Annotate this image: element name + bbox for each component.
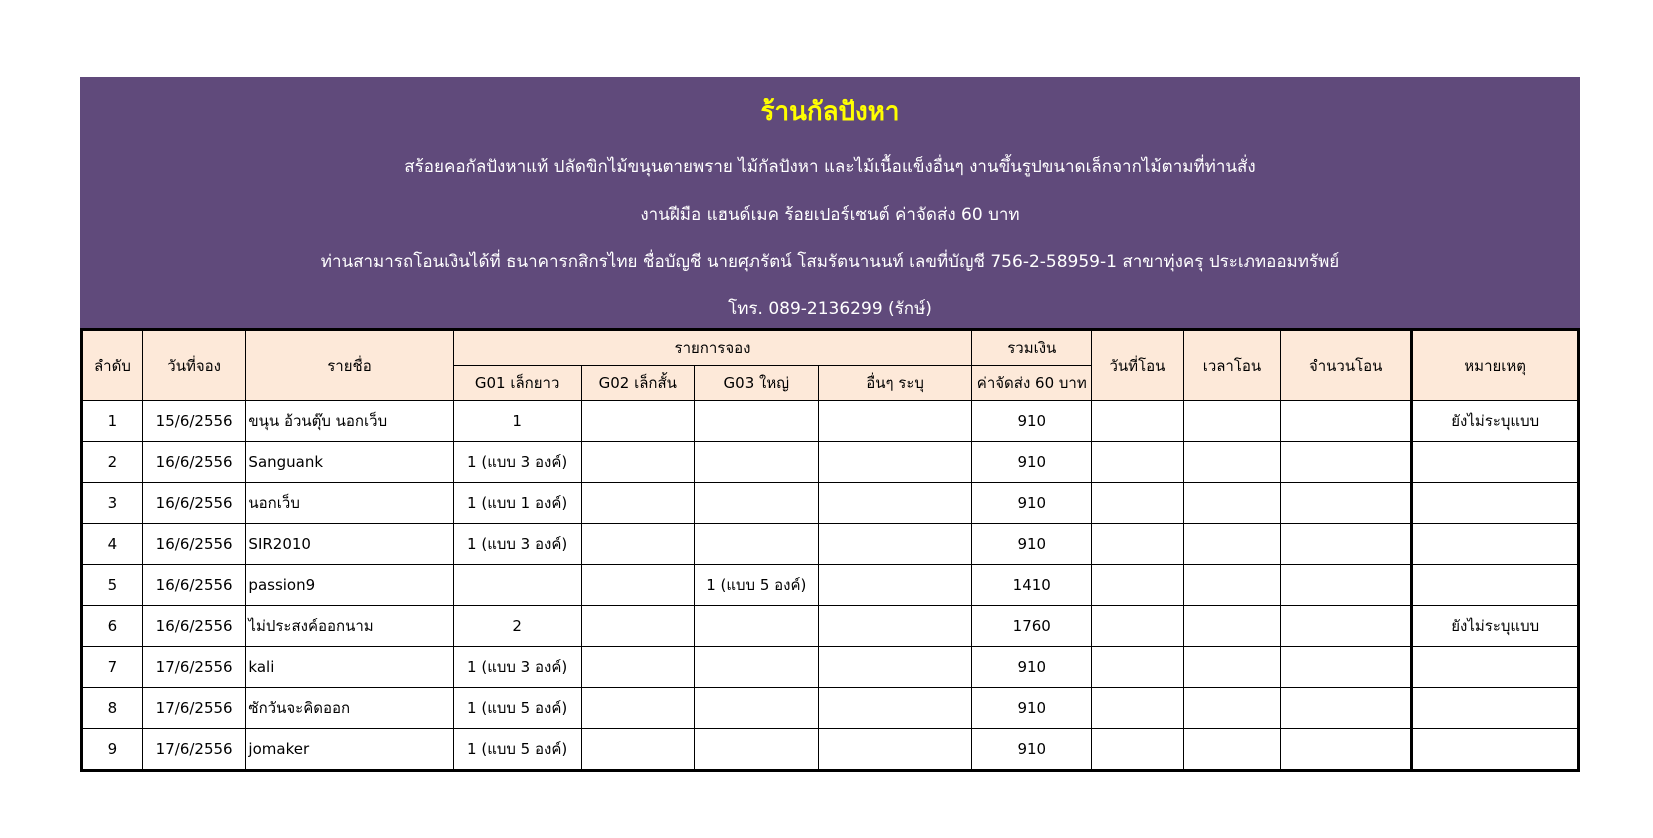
- header-g02: G02 เล็กสั้น: [581, 366, 694, 401]
- table-row: [82, 606, 1579, 647]
- cell-g02: [581, 688, 694, 729]
- cell-transfer-time: [1183, 647, 1280, 688]
- header-no: ลำดับ: [82, 330, 143, 401]
- cell-transfer-time: [1183, 729, 1280, 771]
- cell-no: 7: [82, 647, 143, 688]
- cell-note: [1412, 483, 1579, 524]
- cell-no: 1: [82, 401, 143, 442]
- cell-g01: 1: [453, 401, 581, 442]
- table-header: [82, 330, 1579, 401]
- cell-transfer-date: [1092, 401, 1184, 442]
- cell-total: 910: [972, 688, 1092, 729]
- header-transfer-amount: จำนวนโอน: [1281, 330, 1412, 401]
- cell-date: 15/6/2556: [142, 401, 246, 442]
- cell-transfer-amount: [1281, 729, 1412, 771]
- table-row: [82, 401, 1579, 442]
- cell-total: 910: [972, 524, 1092, 565]
- cell-transfer-amount: [1281, 606, 1412, 647]
- cell-transfer-date: [1092, 688, 1184, 729]
- cell-g01: [453, 565, 581, 606]
- cell-transfer-date: [1092, 524, 1184, 565]
- header-name: รายชื่อ: [246, 330, 453, 401]
- cell-other: [818, 688, 972, 729]
- cell-name: นอกเว็บ: [246, 483, 453, 524]
- cell-note: [1412, 524, 1579, 565]
- cell-other: [818, 524, 972, 565]
- cell-g02: [581, 483, 694, 524]
- header-total: รวมเงิน: [972, 330, 1092, 366]
- cell-note: [1412, 729, 1579, 771]
- cell-g01: 1 (แบบ 1 องค์): [453, 483, 581, 524]
- cell-date: 17/6/2556: [142, 729, 246, 771]
- header-booking-items: รายการจอง: [453, 330, 972, 366]
- cell-transfer-time: [1183, 401, 1280, 442]
- cell-name: ไม่ประสงค์ออกนาม: [246, 606, 453, 647]
- cell-transfer-date: [1092, 647, 1184, 688]
- bank-transfer-info: ท่านสามารถโอนเงินได้ที่ ธนาคารกสิกรไทย ชื่อบัญชี นายศุภรัตน์ โสมรัตนานนท์ เลขที่บัญชี 756-2-58959-1 สาขาทุ่งครุ ประเภทออมทรัพย์: [320, 252, 1340, 272]
- cell-g01: 1 (แบบ 5 องค์): [453, 729, 581, 771]
- cell-transfer-time: [1183, 483, 1280, 524]
- cell-no: 4: [82, 524, 143, 565]
- table-row: [82, 483, 1579, 524]
- cell-g03: [694, 729, 818, 771]
- cell-g02: [581, 565, 694, 606]
- cell-no: 2: [82, 442, 143, 483]
- cell-g03: [694, 647, 818, 688]
- cell-no: 3: [82, 483, 143, 524]
- cell-name: ซักวันจะคิดออก: [246, 688, 453, 729]
- table-row: [82, 647, 1579, 688]
- cell-transfer-amount: [1281, 565, 1412, 606]
- cell-g01: 1 (แบบ 3 องค์): [453, 647, 581, 688]
- header-transfer-date: วันที่โอน: [1092, 330, 1184, 401]
- header-booking-date: วันที่จอง: [142, 330, 246, 401]
- cell-g01: 1 (แบบ 3 องค์): [453, 524, 581, 565]
- cell-no: 6: [82, 606, 143, 647]
- cell-other: [818, 647, 972, 688]
- contact-phone: โทร. 089-2136299 (รักษ์): [728, 299, 932, 319]
- cell-date: 17/6/2556: [142, 688, 246, 729]
- cell-g03: [694, 483, 818, 524]
- cell-transfer-amount: [1281, 483, 1412, 524]
- cell-other: [818, 483, 972, 524]
- table-row: [82, 565, 1579, 606]
- cell-g03: [694, 606, 818, 647]
- cell-no: 5: [82, 565, 143, 606]
- header-transfer-time: เวลาโอน: [1183, 330, 1280, 401]
- header-other: อื่นๆ ระบุ: [818, 366, 972, 401]
- cell-total: 910: [972, 647, 1092, 688]
- cell-transfer-amount: [1281, 524, 1412, 565]
- cell-transfer-time: [1183, 688, 1280, 729]
- cell-g03: [694, 688, 818, 729]
- cell-transfer-time: [1183, 442, 1280, 483]
- cell-total: 910: [972, 483, 1092, 524]
- shop-description: สร้อยคอกัลปังหาแท้ ปลัดขิกไม้ขนุนตายพราย ไม้กัลปังหา และไม้เนื้อแข็งอื่นๆ งานขึ้นรูปขนาดเล็กจากไม้ตามที่ท่านสั่ง: [404, 157, 1256, 177]
- cell-total: 910: [972, 729, 1092, 771]
- cell-g01: 1 (แบบ 3 องค์): [453, 442, 581, 483]
- cell-date: 16/6/2556: [142, 483, 246, 524]
- cell-g01: 2: [453, 606, 581, 647]
- cell-date: 16/6/2556: [142, 606, 246, 647]
- order-table: [80, 328, 1580, 772]
- cell-transfer-amount: [1281, 647, 1412, 688]
- cell-transfer-date: [1092, 442, 1184, 483]
- cell-total: 910: [972, 401, 1092, 442]
- shop-handmade-shipping: งานฝีมือ แฮนด์เมค ร้อยเปอร์เซนต์ ค่าจัดส่ง 60 บาท: [640, 205, 1020, 225]
- table-body: [82, 401, 1579, 771]
- cell-name: jomaker: [246, 729, 453, 771]
- table-row: [82, 524, 1579, 565]
- cell-total: 1410: [972, 565, 1092, 606]
- cell-other: [818, 442, 972, 483]
- cell-g03: 1 (แบบ 5 องค์): [694, 565, 818, 606]
- cell-transfer-time: [1183, 565, 1280, 606]
- cell-note: [1412, 565, 1579, 606]
- cell-g02: [581, 606, 694, 647]
- header-note: หมายเหตุ: [1412, 330, 1579, 401]
- shop-banner: [80, 77, 1580, 328]
- table-row: [82, 688, 1579, 729]
- cell-date: 16/6/2556: [142, 565, 246, 606]
- cell-name: SIR2010: [246, 524, 453, 565]
- cell-g02: [581, 401, 694, 442]
- header-g03: G03 ใหญ่: [694, 366, 818, 401]
- cell-other: [818, 565, 972, 606]
- cell-g02: [581, 524, 694, 565]
- header-row-top: [82, 330, 1579, 366]
- cell-name: kali: [246, 647, 453, 688]
- header-g01: G01 เล็กยาว: [453, 366, 581, 401]
- cell-date: 16/6/2556: [142, 524, 246, 565]
- cell-g02: [581, 729, 694, 771]
- cell-note: [1412, 442, 1579, 483]
- cell-g02: [581, 442, 694, 483]
- cell-note: [1412, 688, 1579, 729]
- cell-note: ยังไม่ระบุแบบ: [1412, 401, 1579, 442]
- cell-g03: [694, 524, 818, 565]
- cell-g03: [694, 401, 818, 442]
- cell-no: 8: [82, 688, 143, 729]
- cell-name: ขนุน อ้วนตุ๊บ นอกเว็บ: [246, 401, 453, 442]
- cell-name: passion9: [246, 565, 453, 606]
- cell-other: [818, 729, 972, 771]
- cell-g02: [581, 647, 694, 688]
- cell-date: 16/6/2556: [142, 442, 246, 483]
- cell-note: ยังไม่ระบุแบบ: [1412, 606, 1579, 647]
- cell-transfer-date: [1092, 483, 1184, 524]
- cell-date: 17/6/2556: [142, 647, 246, 688]
- cell-transfer-time: [1183, 524, 1280, 565]
- cell-other: [818, 401, 972, 442]
- cell-g03: [694, 442, 818, 483]
- cell-transfer-date: [1092, 606, 1184, 647]
- cell-transfer-time: [1183, 606, 1280, 647]
- cell-other: [818, 606, 972, 647]
- cell-total: 1760: [972, 606, 1092, 647]
- cell-transfer-date: [1092, 729, 1184, 771]
- cell-note: [1412, 647, 1579, 688]
- cell-g01: 1 (แบบ 5 องค์): [453, 688, 581, 729]
- cell-transfer-date: [1092, 565, 1184, 606]
- shop-title: ร้านกัลปังหา: [760, 97, 900, 127]
- cell-transfer-amount: [1281, 401, 1412, 442]
- cell-name: Sanguank: [246, 442, 453, 483]
- cell-transfer-amount: [1281, 442, 1412, 483]
- cell-transfer-amount: [1281, 688, 1412, 729]
- table-row: [82, 442, 1579, 483]
- order-sheet: [80, 77, 1580, 772]
- cell-no: 9: [82, 729, 143, 771]
- header-shipping-fee: ค่าจัดส่ง 60 บาท: [972, 366, 1092, 401]
- table-row: [82, 729, 1579, 771]
- cell-total: 910: [972, 442, 1092, 483]
